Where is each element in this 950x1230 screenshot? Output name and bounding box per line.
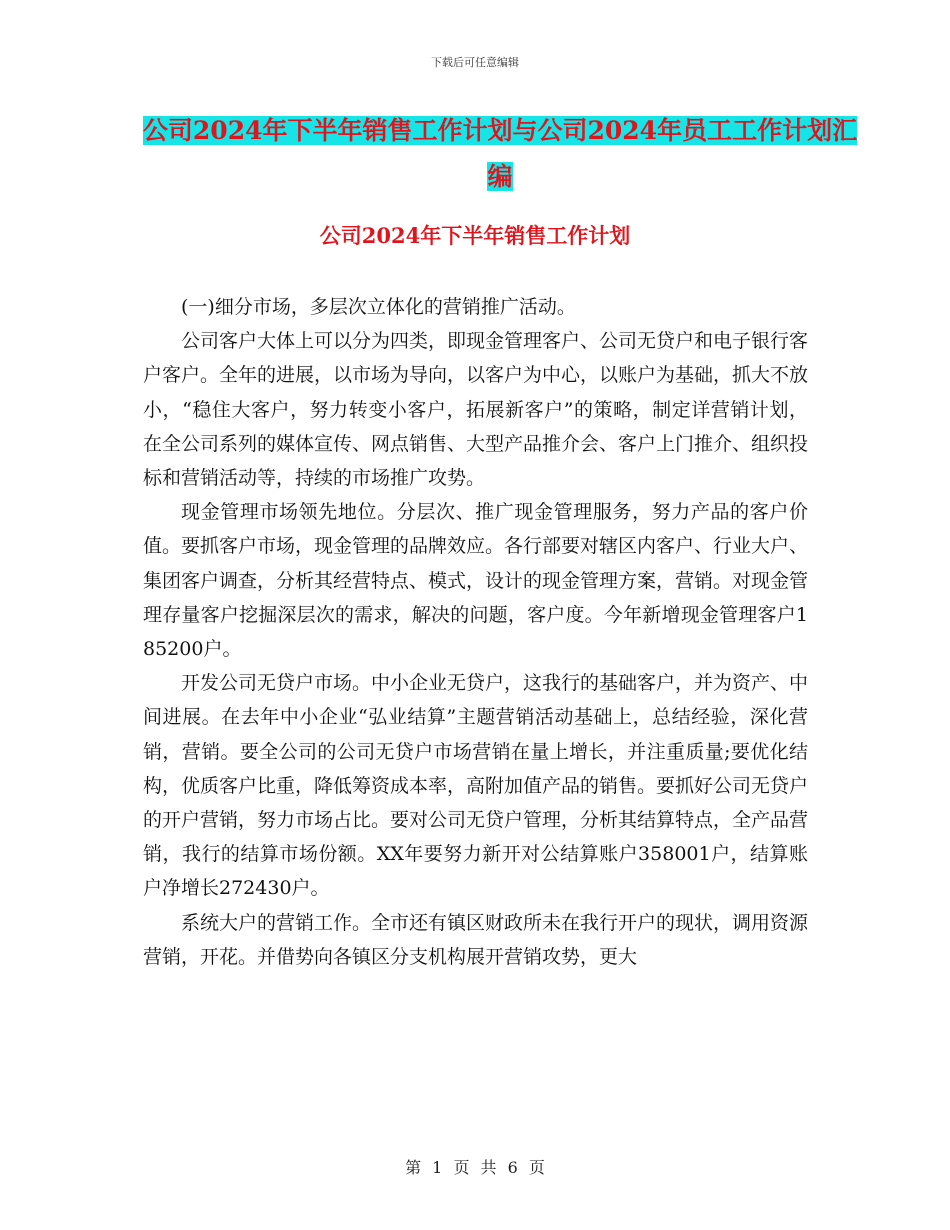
- paragraph: 开发公司无贷户市场。中小企业无贷户，这我行的基础客户，并为资产、中间进展。在去年中小企业“弘业结算”主题营销活动基础上，总结经验，深化营销，营销。要全公司的公司无贷户市场营销在量上增长，并注重质量;要优化结构，优质客户比重，降低筹资成本率，高附加值产品的销售。要抓好公司无贷户的开户营销，努力市场占比。要对公司无贷户管理，分析其结算特点，全产品营销，我行的结算市场份额。XX年要努力新开对公结算账户358001户，结算账户净增长272430户。: [143, 672, 809, 900]
- paragraph: 系统大户的营销工作。全市还有镇区财政所未在我行开户的现状，调用资源营销，开花。并借势向各镇区分支机构展开营销攻势，更大: [143, 911, 809, 968]
- paragraph: 公司客户大体上可以分为四类，即现金管理客户、公司无贷户和电子银行客户客户。全年的进展，以市场为导向，以客户为中心，以账户为基础，抓大不放小，“稳住大客户，努力转变小客户，拓展新客户”的策略，制定详营销计划，在全公司系列的媒体宣传、网点销售、大型产品推介会、客户上门推介、组织投标和营销活动等，持续的市场推广攻势。: [143, 330, 809, 490]
- section-title: 公司2024年下半年销售工作计划: [319, 223, 631, 248]
- header-note: 下载后可任意编辑: [431, 56, 519, 69]
- document-title-text: 公司2024年下半年销售工作计划与公司2024年员工工作计划汇编: [142, 116, 858, 191]
- document-title: [140, 108, 860, 200]
- document-body: [143, 290, 808, 974]
- paragraph: (一)细分市场，多层次立体化的营销推广活动。: [181, 296, 576, 318]
- page-footer: 第 1 页 共 6 页: [405, 1158, 545, 1177]
- paragraph: 现金管理市场领先地位。分层次、推广现金管理服务，努力产品的客户价值。要抓客户市场，现金管理的品牌效应。各行部要对辖区内客户、行业大户、集团客户调查，分析其经营特点、模式，设计的现金管理方案，营销。对现金管理存量客户挖掘深层次的需求，解决的问题，客户度。今年新增现金管理客户185200户。: [143, 501, 809, 661]
